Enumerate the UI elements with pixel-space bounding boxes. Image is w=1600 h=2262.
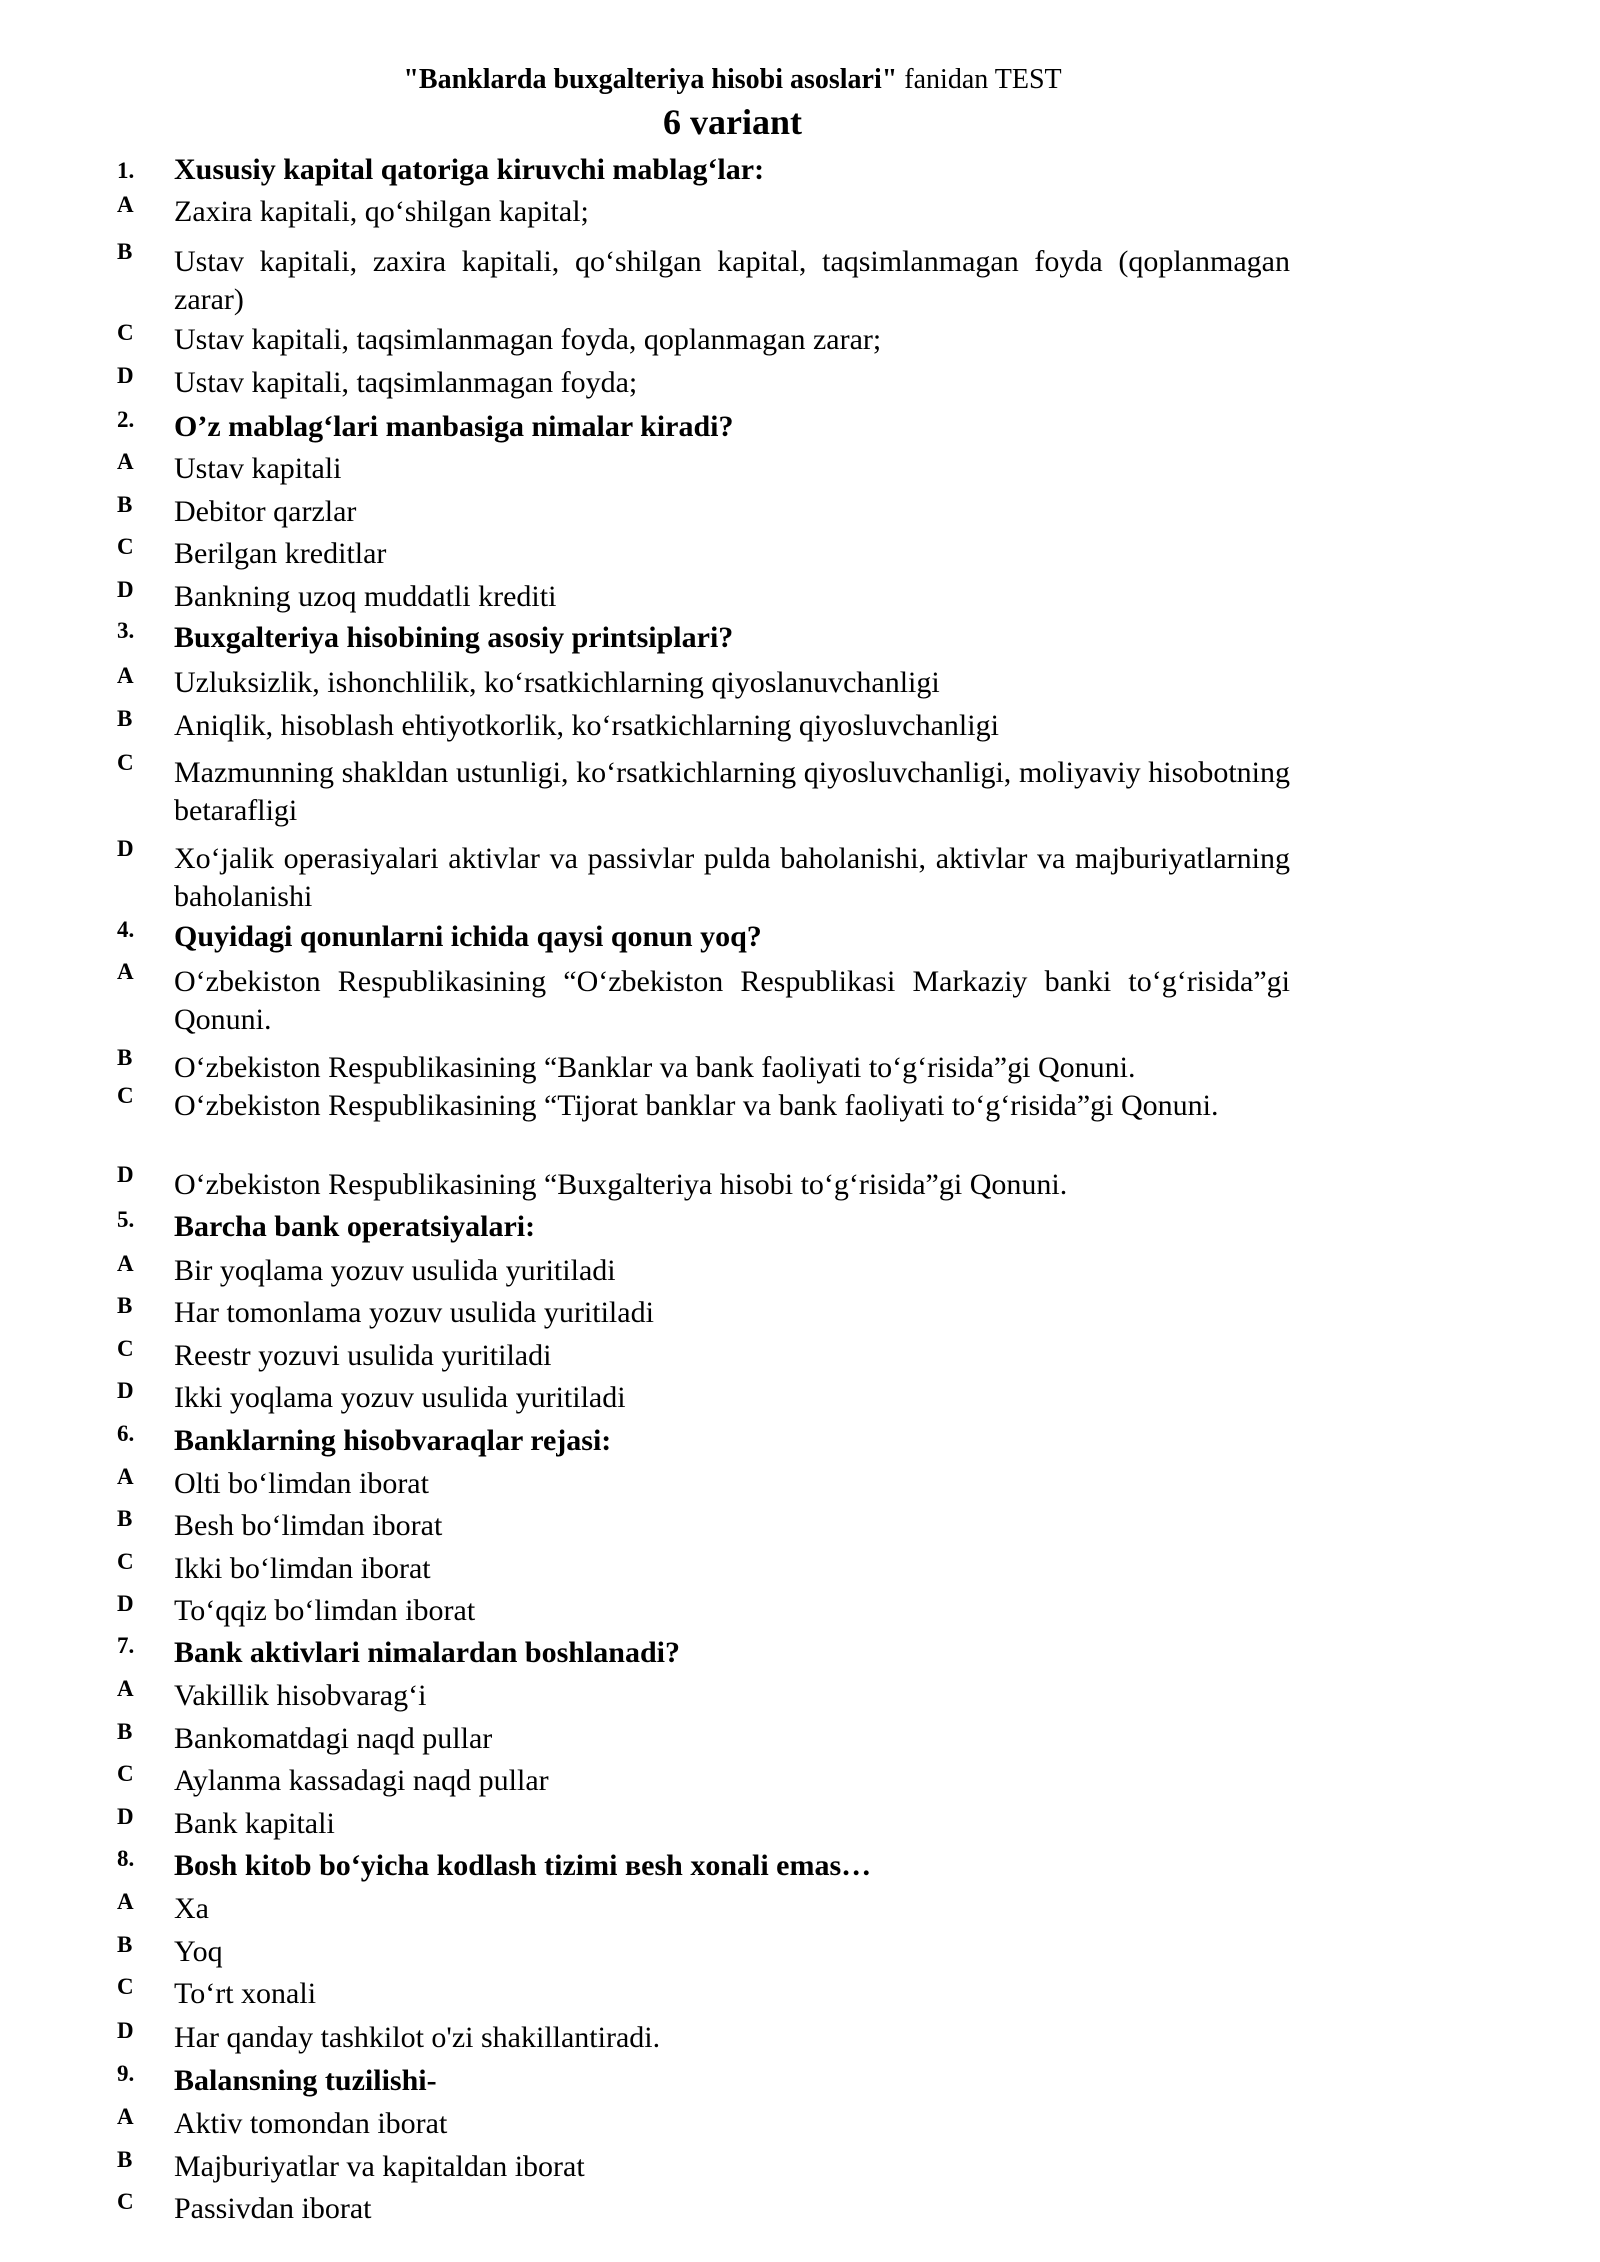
option-text: Xo‘jalik operasiyalari aktivlar va passivlar pulda baholanishi, aktivlar va majburiyatlarning baholanishi [174,842,1290,913]
option-text: Aniqlik, hisoblash ehtiyotkorlik, ko‘rsatkichlarning qiyosluvchanligi [174,709,999,742]
option-text: Berilgan kreditlar [174,537,387,570]
option-text: Zaxira kapitali, qo‘shilgan kapital; [174,195,589,228]
question-number: 8. [117,1846,135,1871]
option-label: C [117,1549,134,1574]
option-text: Yoq [174,1935,223,1968]
option-label: B [117,2147,133,2172]
option-label: C [117,1336,134,1361]
option-text: Mazmunning shakldan ustunligi, ko‘rsatkichlarning qiyosluvchanligi, moliyaviy hisobotning betarafligi [174,756,1290,827]
option-text: Uzluksizlik, ishonchlilik, ko‘rsatkichlarning qiyoslanuvchanligi [174,666,940,699]
option-text: O‘zbekiston Respublikasining “Buxgalteriya hisobi to‘g‘risida”gi Qonuni. [174,1168,1068,1201]
option-text: O‘zbekiston Respublikasining “Banklar va bank faoliyati to‘g‘risida”gi Qonuni. [174,1051,1136,1084]
option-text: Bankomatdagi naqd pullar [174,1722,493,1755]
option-label: D [117,1591,134,1616]
option-label: A [117,192,134,217]
option-text: To‘qqiz bo‘limdan iborat [174,1594,476,1627]
option-text: Bankning uzoq muddatli krediti [174,580,557,613]
option-text: Reestr yozuvi usulida yuritiladi [174,1339,552,1372]
option-text: Ustav kapitali, taqsimlanmagan foyda; [174,366,638,399]
option-label: B [117,706,133,731]
question-number: 5. [117,1207,135,1232]
option-label: C [117,534,134,559]
question-text: Balansning tuzilishi- [174,2064,437,2097]
question-number: 9. [117,2061,135,2086]
option-text: Bir yoqlama yozuv usulida yuritiladi [174,1254,616,1287]
option-label: A [117,1251,134,1276]
option-text: Aktiv tomondan iborat [174,2107,448,2140]
option-label: C [117,320,134,345]
option-text: Har tomonlama yozuv usulida yuritiladi [174,1296,654,1329]
subject-title: "Banklarda buxgalteriya hisobi asoslari" [403,64,898,95]
question-number: 7. [117,1633,135,1658]
option-text: O‘zbekiston Respublikasining “O‘zbekiston Respublikasi Markaziy banki to‘g‘risida”gi Qonuni. [174,965,1290,1036]
question-number: 4. [117,917,135,942]
option-text: To‘rt xonali [174,1977,317,2010]
question-number: 2. [117,407,135,432]
question-number: 1. [117,158,135,183]
option-label: B [117,492,133,517]
option-text: Aylanma kassadagi naqd pullar [174,1764,549,1797]
question-text: Bosh kitob bo‘yicha kodlash tizimi вesh xonali emas… [174,1849,872,1882]
option-text: Ustav kapitali, taqsimlanmagan foyda, qoplanmagan zarar; [174,323,882,356]
question-text: Banklarning hisobvaraqlar rejasi: [174,1424,612,1457]
option-label: B [117,1506,133,1531]
option-text: Vakillik hisobvarag‘i [174,1679,427,1712]
option-label: C [117,1761,134,1786]
question-text: Xususiy kapital qatoriga kiruvchi mablag‘lar: [174,153,765,186]
option-label: B [117,1045,133,1070]
option-text: Ikki bo‘limdan iborat [174,1552,431,1585]
variant-heading: 6 variant [663,102,802,142]
question-text: Barcha bank operatsiyalari: [174,1210,536,1243]
question-number: 3. [117,618,135,643]
option-text: Besh bo‘limdan iborat [174,1509,443,1542]
option-label: B [117,1293,133,1318]
option-label: D [117,577,134,602]
option-label: C [117,750,134,775]
option-text: Ustav kapitali, zaxira kapitali, qo‘shilgan kapital, taqsimlanmagan foyda (qoplanmagan zarar) [174,245,1290,316]
question-text: Buxgalteriya hisobining asosiy printsiplari? [174,621,734,654]
question-number: 6. [117,1421,135,1446]
title-suffix: fanidan TEST [897,64,1062,95]
option-label: B [117,1719,133,1744]
option-label: A [117,449,134,474]
option-label: C [117,1083,134,1108]
option-text: Majburiyatlar va kapitaldan iborat [174,2150,585,2183]
option-text: Ustav kapitali [174,452,342,485]
option-text: O‘zbekiston Respublikasining “Tijorat banklar va bank faoliyati to‘g‘risida”gi Qonuni. [174,1089,1219,1122]
option-label: A [117,2104,134,2129]
question-text: Quyidagi qonunlarni ichida qaysi qonun yoq? [174,920,762,953]
option-label: D [117,2018,134,2043]
option-label: D [117,1804,134,1829]
option-label: A [117,1464,134,1489]
option-label: A [117,959,134,984]
option-label: C [117,1974,134,1999]
option-label: B [117,1932,133,1957]
option-label: B [117,239,133,264]
option-label: C [117,2189,134,2214]
option-label: D [117,836,134,861]
option-label: A [117,1889,134,1914]
option-text: Olti bo‘limdan iborat [174,1467,429,1500]
option-label: D [117,1378,134,1403]
option-text: Bank kapitali [174,1807,335,1840]
option-text: Har qanday tashkilot o'zi shakillantiradi. [174,2021,661,2054]
document-title [0,63,1465,97]
option-text: Xa [174,1892,209,1925]
option-label: D [117,363,134,388]
question-text: Bank aktivlari nimalardan boshlanadi? [174,1636,680,1669]
option-text: Ikki yoqlama yozuv usulida yuritiladi [174,1381,626,1414]
option-label: A [117,663,134,688]
option-label: D [117,1162,134,1187]
question-text: O’z mablag‘lari manbasiga nimalar kiradi? [174,410,734,443]
option-text: Debitor qarzlar [174,495,357,528]
option-label: A [117,1676,134,1701]
option-text: Passivdan iborat [174,2192,372,2225]
